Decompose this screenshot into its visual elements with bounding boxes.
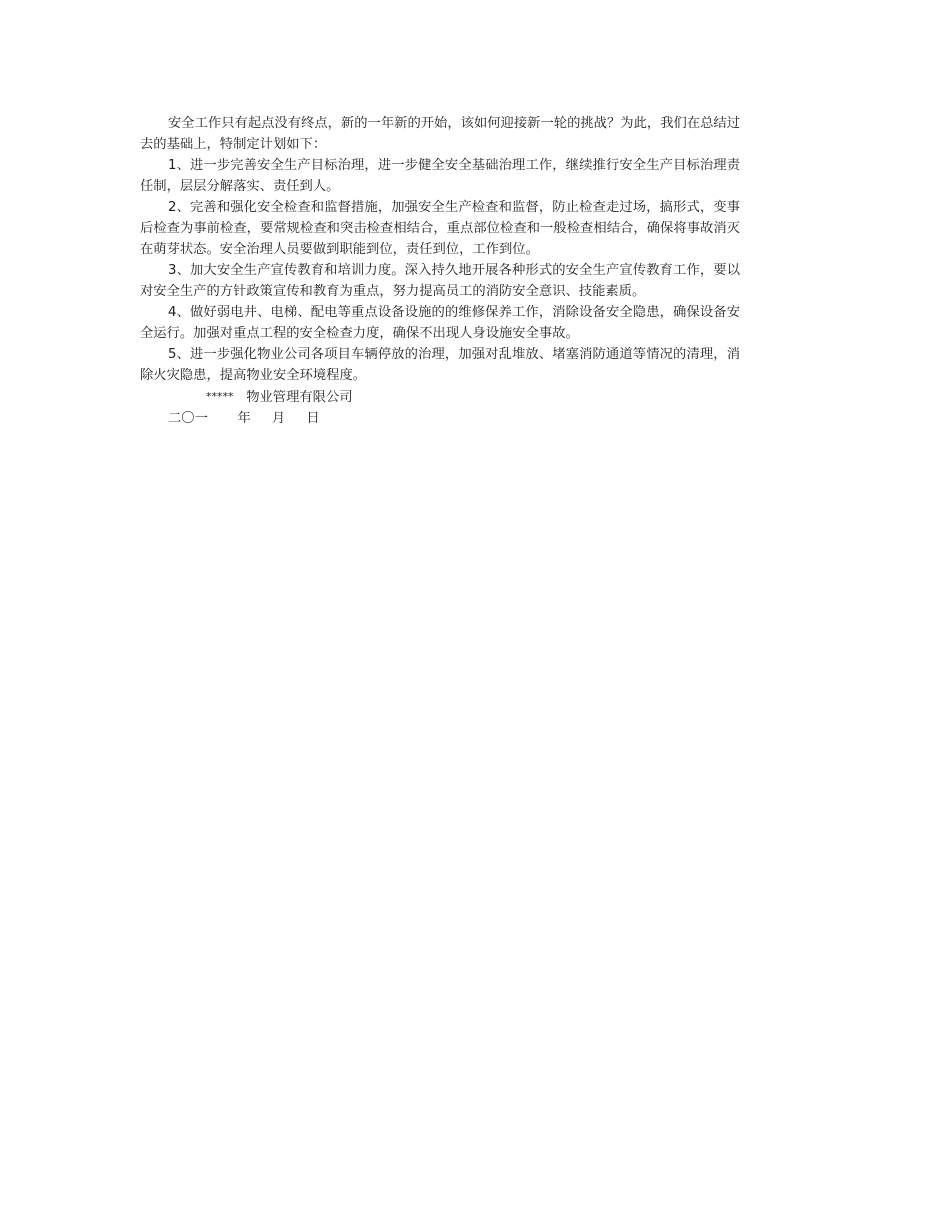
date-day-unit: 日 [306, 411, 320, 426]
document-body [140, 113, 740, 429]
plan-item-3: 3、加大安全生产宣传教育和培训力度。深入持久地开展各种形式的安全生产宣传教育工作，要以对安全生产的方针政策宣传和教育为重点，努力提高员工的消防安全意识、技能素质。 [140, 263, 740, 299]
intro-paragraph: 安全工作只有起点没有终点，新的一年新的开始，该如何迎接新一轮的挑战？为此，我们在总结过去的基础上，特制定计划如下： [140, 116, 740, 152]
date-year-prefix: 二〇一 [168, 411, 208, 426]
plan-item-5: 5、进一步强化物业公司各项目车辆停放的治理，加强对乱堆放、堵塞消防通道等情况的清理，消除火灾隐患，提高物业安全环境程度。 [140, 347, 740, 383]
plan-item-1: 1、进一步完善安全生产目标治理，进一步健全安全基础治理工作，继续推行安全生产目标治理责任制，层层分解落实、责任到人。 [140, 158, 740, 194]
signature-line [140, 386, 740, 408]
date-month-unit: 月 [271, 411, 286, 426]
date-line [140, 408, 740, 429]
company-name: 物业管理有限公司 [246, 390, 353, 405]
date-year-unit: 年 [237, 411, 251, 426]
plan-item-4: 4、做好弱电井、电梯、配电等重点设备设施的的维修保养工作，消除设备安全隐患，确保设备安全运行。加强对重点工程的安全检查力度，确保不出现人身设施安全事故。 [140, 305, 740, 341]
company-name-placeholder: ***** [206, 390, 234, 403]
plan-item-2: 2、完善和强化安全检查和监督措施，加强安全生产检查和监督，防止检查走过场，搞形式，变事后检查为事前检查，要常规检查和突击检查相结合，重点部位检查和一般检查相结合，确保将事故消灭在萌芽状态。安全治理人员要做到职能到位，责任到位，工作到位。 [140, 200, 740, 257]
